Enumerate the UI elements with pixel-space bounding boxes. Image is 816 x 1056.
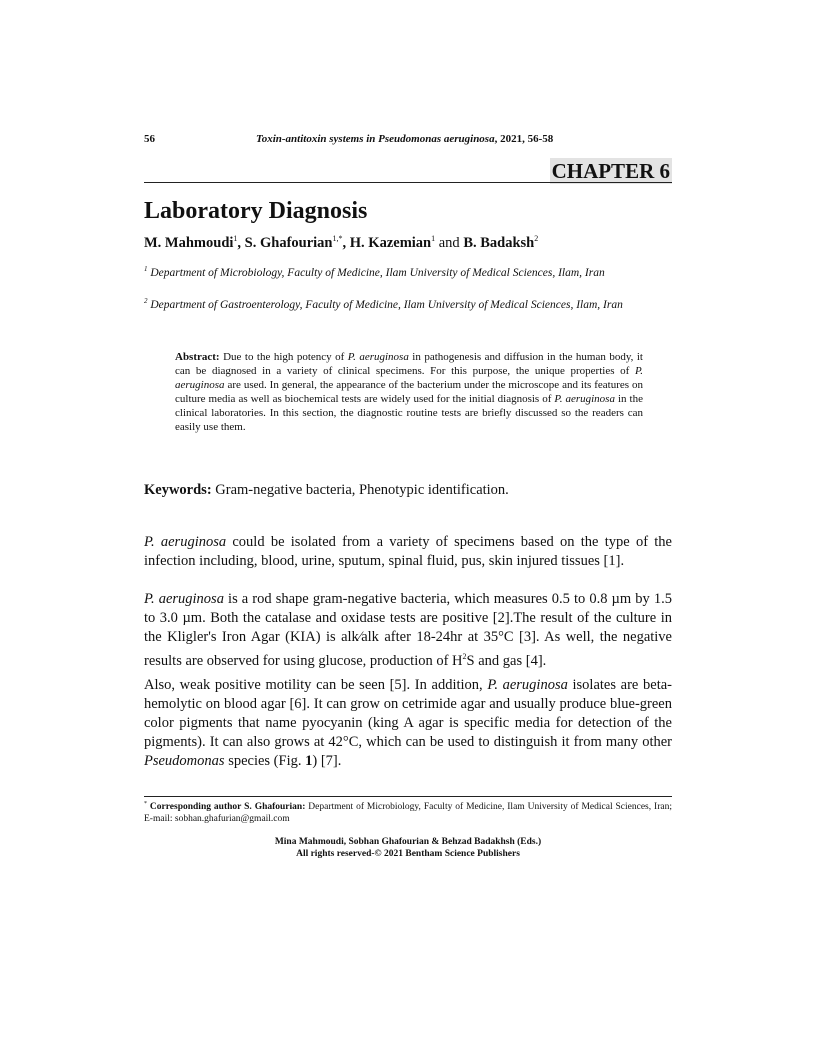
text-segment: P. aeruginosa — [347, 351, 409, 363]
text-segment: isolates are beta-hemolytic on blood agar [6]. It can grow on cetrimide agar and usually produce blue-green color pigments that name pyocyanin (king A agar is specific media for detection of the pigments). It can also grows at 42°C, which can be used to distinguish it from many other — [144, 677, 672, 750]
text-segment: , H. Kazemian — [342, 234, 432, 251]
body-paragraph-3 — [144, 676, 672, 771]
footnote-rule — [144, 796, 672, 797]
text-segment: 2 — [534, 234, 539, 243]
text-segment: could be isolated from a variety of specimens based on the type of the infection including, blood, urine, sputum, spinal fluid, pus, skin injured tissues [1]. — [144, 534, 672, 569]
text-segment: Due to the high potency of — [219, 351, 348, 363]
text-segment: , 2021, 56-58 — [494, 133, 554, 145]
text-segment: P. aeruginosa — [175, 365, 643, 391]
page-number: 56 — [144, 133, 155, 145]
text-segment: 1 — [305, 753, 313, 769]
text-segment: Keywords: — [144, 482, 212, 498]
text-segment: and — [435, 234, 464, 251]
body-paragraph-1 — [144, 533, 672, 571]
text-segment: Corresponding author S. Ghafourian: — [147, 802, 306, 813]
text-segment: Abstract: — [175, 351, 220, 363]
chapter-title: Laboratory Diagnosis — [144, 198, 368, 224]
running-title — [256, 133, 553, 145]
editors-line: Mina Mahmoudi, Sobhan Ghafourian & Behzad Badakhsh (Eds.) — [274, 837, 542, 847]
text-segment: B. Badaksh — [463, 234, 535, 251]
chapter-label: CHAPTER 6 — [551, 159, 670, 183]
text-segment: 2 — [462, 652, 467, 661]
text-segment: P. aeruginosa — [487, 677, 568, 693]
text-segment: P. aeruginosa — [554, 393, 615, 405]
text-segment: species (Fig. — [224, 753, 306, 769]
text-segment: 1 — [233, 234, 238, 243]
text-segment: 1 — [431, 234, 436, 243]
text-segment: , S. Ghafourian — [237, 234, 333, 251]
publisher-info — [144, 836, 672, 860]
body-paragraph-2 — [144, 590, 672, 671]
rights-line: All rights reserved-© 2021 Bentham Science Publishers — [296, 849, 520, 859]
text-segment: M. Mahmoudi — [144, 234, 234, 251]
text-segment: Department of Gastroenterology, Faculty of Medicine, Ilam University of Medical Sciences, Ilam, Iran — [147, 298, 623, 311]
text-segment: * — [144, 801, 147, 807]
affiliation-1 — [144, 262, 672, 280]
text-segment: Toxin-antitoxin systems in Pseudomonas aeruginosa — [256, 133, 495, 145]
affiliation-2 — [144, 294, 672, 312]
text-segment: 1,* — [332, 234, 343, 243]
text-segment: in the clinical laboratories. In this section, the diagnostic routine tests are briefly discussed so the readers can easily use them. — [175, 393, 643, 433]
text-segment: S and gas [4]. — [466, 652, 547, 669]
abstract — [175, 350, 643, 434]
text-segment: P. aeruginosa — [144, 534, 227, 550]
text-segment: Department of Microbiology, Faculty of Medicine, Ilam University of Medical Sciences, Ilam, Iran — [147, 266, 605, 279]
text-segment: Pseudomonas — [144, 753, 225, 769]
text-segment: are used. In general, the appearance of the bacterium under the microscope and its features on culture media as well as biochemical tests are widely used for the initial diagnosis of — [175, 379, 643, 405]
text-segment: 1 — [144, 265, 148, 273]
text-segment: Gram-negative bacteria, Phenotypic identification. — [211, 482, 509, 498]
text-segment: in pathogenesis and diffusion in the human body, it can be diagnosed in a variety of clinical specimens. For this purpose, the unique properties of — [175, 351, 643, 377]
text-segment: Also, weak positive motility can be seen [5]. In addition, — [144, 677, 488, 693]
header-rule — [144, 182, 672, 183]
text-segment: 2 — [144, 297, 148, 305]
text-segment: ) [7]. — [312, 753, 342, 769]
text-segment: P. aeruginosa — [144, 591, 224, 607]
footnote — [144, 798, 672, 825]
text-segment: Department of Microbiology, Faculty of Medicine, Ilam University of Medical Sciences, Iran; E-mail: sobhan.ghafurian@gmail.com — [144, 802, 672, 825]
keywords — [144, 482, 509, 499]
author-list — [144, 234, 538, 252]
text-segment: is a rod shape gram-negative bacteria, which measures 0.5 to 0.8 µm by 1.5 to 3.0 µm. Both the catalase and oxidase tests are positive [2].The result of the culture in the Kligler's Iron Agar (KIA) is alk⁄alk after 18-24hr at 35°C [3]. As well, the negative results are observed for using glucose, production of H — [144, 591, 672, 669]
